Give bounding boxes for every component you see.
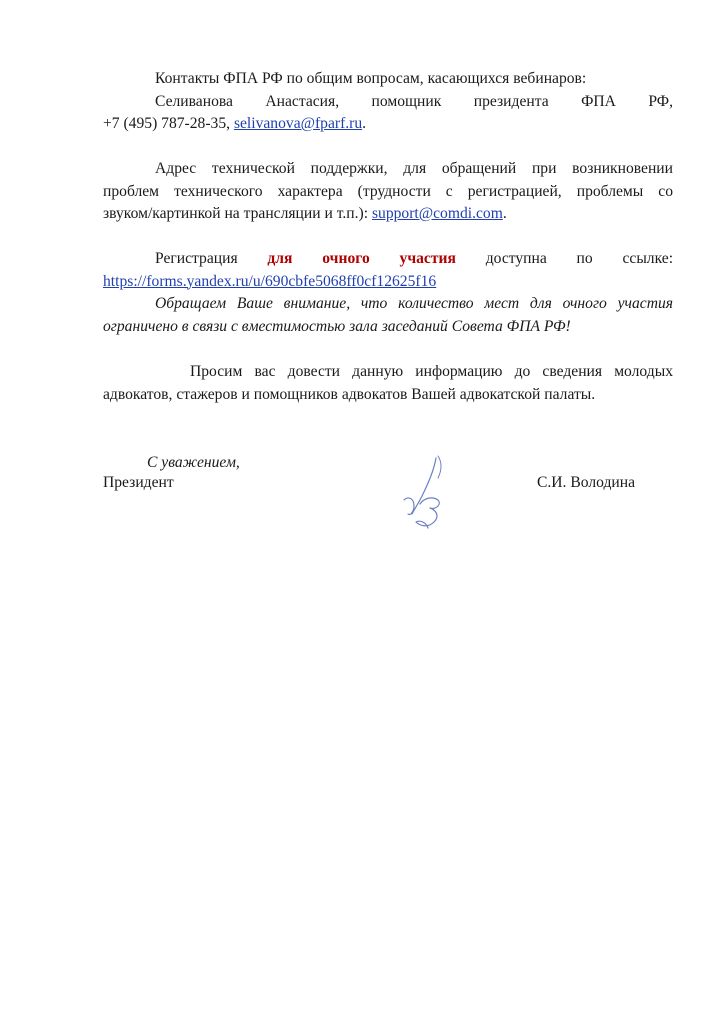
- registration-po: по: [576, 250, 593, 267]
- registration-url-line: [103, 271, 673, 294]
- regards-line: [103, 452, 673, 475]
- contacts-email-link[interactable]: selivanova@fparf.ru: [233, 115, 363, 132]
- registration-available: доступна: [485, 250, 547, 267]
- registration-notice-line-2: ограничено в связи с вместимостью зала заседаний Совета ФПА РФ!: [103, 317, 571, 335]
- contacts-phone: +7 (495) 787-28-35,: [103, 115, 231, 132]
- contacts-phone-email-line: [103, 113, 673, 136]
- support-line-2: проблем технического характера (трудности с регистрацией, проблемы со: [103, 182, 673, 200]
- registration-highlight-1: для: [267, 250, 293, 267]
- registration-link-word: ссылке:: [622, 250, 674, 267]
- registration-url-link[interactable]: https://forms.yandex.ru/u/690cbfe5068ff0cf12625f16: [103, 272, 437, 290]
- support-line-1: Адрес технической поддержки, для обращений при возникновении: [155, 160, 673, 177]
- registration-highlight-2: очного: [322, 250, 370, 267]
- registration-word: Регистрация: [155, 250, 238, 267]
- registration-section: [103, 248, 673, 338]
- handwritten-signature: [398, 452, 458, 539]
- contacts-heading: Контакты ФПА РФ по общим вопросам, касающихся вебинаров:: [155, 70, 587, 87]
- support-email-tail: .: [502, 205, 507, 222]
- contacts-email-tail: .: [362, 115, 367, 132]
- registration-line-1: [103, 248, 673, 271]
- support-line-3-prefix: звуком/картинкой на трансляции и т.п.):: [103, 205, 369, 222]
- support-email-link[interactable]: support@comdi.com: [371, 205, 503, 222]
- support-line-3: [103, 203, 673, 226]
- signer-position: Президент: [103, 474, 174, 491]
- registration-highlight-3: участия: [399, 250, 456, 267]
- request-line-2: адвокатов, стажеров и помощников адвокатов Вашей адвокатской палаты.: [103, 385, 596, 403]
- contacts-section: [103, 68, 673, 136]
- contacts-person-line: Селиванова Анастасия, помощник президента ФПА РФ,: [155, 92, 673, 110]
- request-line-1: Просим вас довести данную информацию до сведения молодых: [190, 363, 673, 380]
- regards-text: С уважением,: [147, 454, 240, 471]
- registration-notice-line-1: Обращаем Ваше внимание, что количество мест для очного участия: [155, 295, 673, 312]
- request-section: [103, 361, 673, 406]
- signer-name: С.И. Володина: [537, 474, 636, 491]
- support-section: [103, 158, 673, 226]
